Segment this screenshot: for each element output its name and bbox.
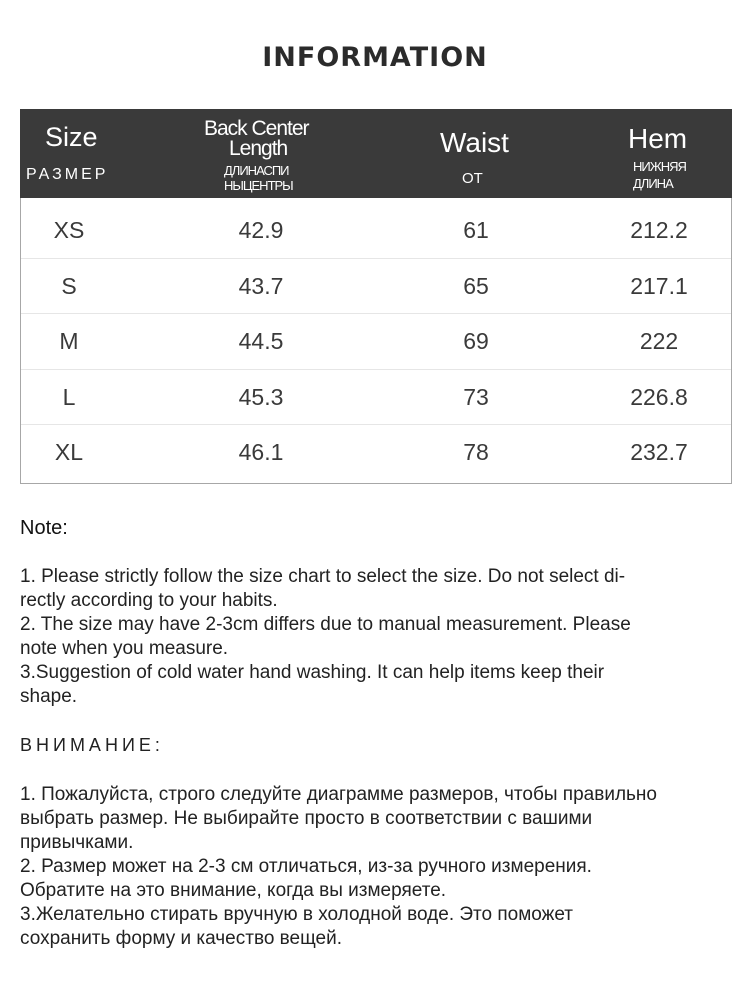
- russian-note-text: [20, 783, 732, 951]
- russian-note-line: сохранить форму и качество вещей.: [20, 928, 342, 949]
- header-waist-label: Waist: [440, 127, 509, 158]
- cell-waist: 78: [463, 439, 489, 465]
- table-row: [21, 203, 731, 259]
- cell-size: L: [62, 383, 76, 410]
- header-hem: [610, 109, 730, 198]
- cell-back-center-length: 46.1: [238, 439, 284, 465]
- russian-note-line: привычками.: [20, 832, 134, 853]
- cell-waist: 73: [463, 383, 489, 410]
- header-size-sublabel: РАЗМЕР: [26, 166, 109, 183]
- cell-back-center-length: 42.9: [238, 217, 284, 243]
- table-row: [21, 314, 731, 370]
- russian-note-line: 2. Размер может на 2-3 см отличаться, из-за ручного измерения.: [20, 856, 592, 877]
- cell-back-center-length: 45.3: [238, 383, 284, 410]
- header-back-center-length: [170, 109, 330, 198]
- table-row: [21, 425, 731, 480]
- cell-hem: 226.8: [630, 383, 688, 410]
- header-hem-sublabel-line2: ДЛИНА: [633, 176, 673, 191]
- header-waist-sublabel: ОТ: [462, 170, 483, 187]
- russian-note-line: 3.Желательно стирать вручную в холодной воде. Это поможет: [20, 904, 574, 925]
- header-bcl-label-line1: Back Center: [204, 117, 309, 140]
- header-hem-label: Hem: [628, 123, 688, 154]
- cell-size: XL: [54, 439, 84, 465]
- note-line: 1. Please strictly follow the size chart to select the size. Do not select di-: [20, 566, 626, 587]
- cell-waist: 69: [463, 328, 489, 354]
- table-row: [21, 370, 731, 426]
- note-line: 3.Suggestion of cold water hand washing. It can help items keep their: [20, 662, 605, 683]
- cell-hem: 222: [639, 328, 679, 354]
- note-line: 2. The size may have 2-3cm differs due to manual measurement. Please: [20, 614, 631, 635]
- table-header: [20, 109, 732, 198]
- cell-hem: 232.7: [630, 439, 688, 465]
- cell-waist: 65: [463, 272, 489, 299]
- russian-note-heading: ВНИМАНИЕ:: [20, 735, 164, 755]
- page-title: INFORMATION: [262, 42, 488, 73]
- header-size: [20, 109, 150, 198]
- note-line: shape.: [20, 686, 78, 707]
- cell-size: S: [61, 272, 77, 299]
- note-heading: Note:: [20, 517, 68, 539]
- cell-back-center-length: 44.5: [238, 328, 284, 354]
- russian-note-line: выбрать размер. Не выбирайте просто в соответствии с вашими: [20, 808, 593, 829]
- cell-back-center-length: 43.7: [238, 272, 284, 299]
- cell-hem: 217.1: [630, 272, 688, 299]
- header-bcl-sublabel-line2: НЫЦЕНТРЫ: [224, 178, 293, 193]
- table-body: [21, 203, 731, 480]
- note-line: note when you measure.: [20, 638, 229, 659]
- header-bcl-label-line2: Length: [229, 137, 288, 160]
- cell-size: XS: [53, 217, 85, 243]
- cell-size: M: [59, 328, 79, 354]
- note-line: rectly according to your habits.: [20, 590, 278, 611]
- header-hem-sublabel-line1: НИЖНЯЯ: [633, 159, 686, 174]
- header-waist: [420, 109, 540, 198]
- cell-hem: 212.2: [630, 217, 688, 243]
- header-size-label: Size: [45, 122, 98, 152]
- size-chart-table: [20, 109, 732, 484]
- header-bcl-sublabel-line1: ДЛИНАСПИ: [224, 163, 289, 178]
- cell-waist: 61: [463, 217, 489, 243]
- russian-note-line: 1. Пожалуйста, строго следуйте диаграмме размеров, чтобы правильно: [20, 784, 657, 805]
- russian-note-line: Обратите на это внимание, когда вы измеряете.: [20, 880, 447, 901]
- table-row: [21, 259, 731, 315]
- note-text: [20, 565, 720, 709]
